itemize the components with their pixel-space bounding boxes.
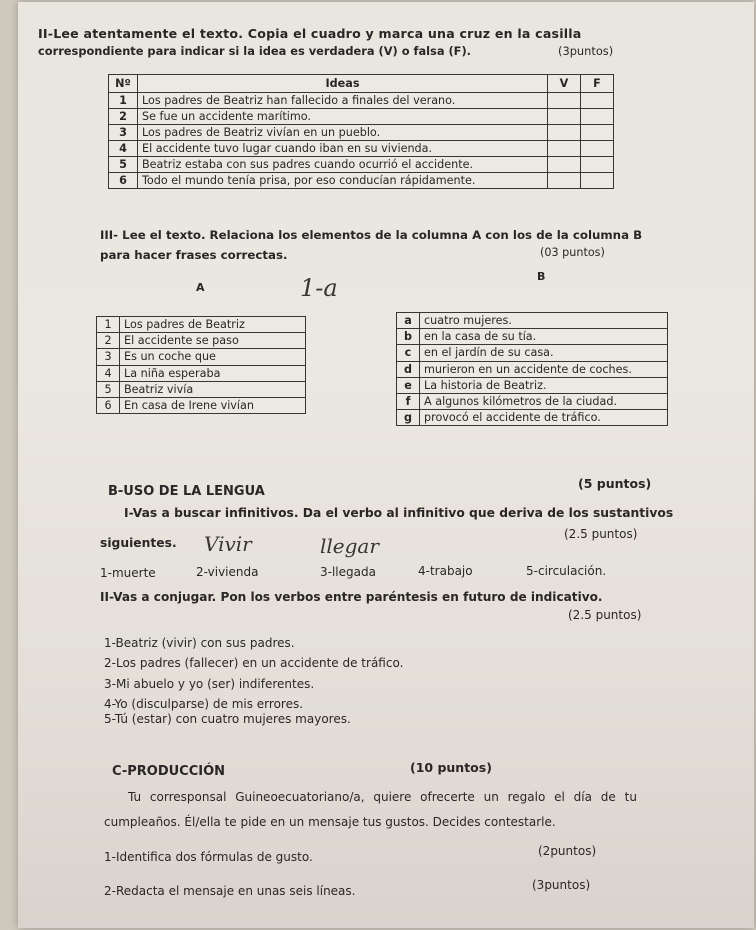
- true-false-table: [108, 74, 614, 189]
- item-text: A algunos kilómetros de la ciudad.: [420, 394, 668, 410]
- item-letter: c: [397, 345, 420, 361]
- column-b-table: [396, 312, 668, 426]
- handwritten-answer: 1-a: [300, 274, 338, 302]
- row-num: 6: [109, 173, 138, 189]
- list-item: [397, 377, 668, 393]
- col-a-label: A: [196, 281, 205, 294]
- item-letter: f: [397, 394, 420, 410]
- table-row: [109, 141, 614, 157]
- f-box[interactable]: [581, 125, 614, 141]
- row-num: 4: [109, 141, 138, 157]
- list-item: [97, 365, 306, 381]
- f-box[interactable]: [581, 141, 614, 157]
- section2-subtitle: correspondiente para indicar si la idea es verdadera (V) o falsa (F).: [38, 44, 471, 58]
- section2-points: (3puntos): [558, 44, 614, 58]
- sentence-2: 2-Los padres (fallecer) en un accidente de tráfico.: [104, 656, 404, 670]
- item-letter: d: [397, 361, 420, 377]
- v-box[interactable]: [548, 93, 581, 109]
- q1-line2: siguientes.: [100, 536, 177, 550]
- section3-subtitle: para hacer frases correctas.: [100, 248, 288, 262]
- q2-title: II-Vas a conjugar. Pon los verbos entre paréntesis en futuro de indicativo.: [100, 590, 603, 604]
- col-b-label: B: [537, 270, 546, 283]
- v-box[interactable]: [548, 141, 581, 157]
- item-num: 3: [97, 349, 120, 365]
- item-text: en el jardín de su casa.: [420, 345, 668, 361]
- th-ideas: Ideas: [138, 75, 548, 93]
- f-box[interactable]: [581, 173, 614, 189]
- item-text: murieron en un accidente de coches.: [420, 361, 668, 377]
- sentence-1: 1-Beatriz (vivir) con sus padres.: [104, 636, 295, 650]
- th-f: F: [581, 75, 614, 93]
- item-text: en la casa de su tía.: [420, 329, 668, 345]
- table-row: [109, 173, 614, 189]
- f-box[interactable]: [581, 93, 614, 109]
- column-a-table: [96, 316, 306, 414]
- item-letter: a: [397, 313, 420, 329]
- item-num: 4: [97, 365, 120, 381]
- row-num: 1: [109, 93, 138, 109]
- list-item: [397, 345, 668, 361]
- row-idea: Los padres de Beatriz han fallecido a finales del verano.: [138, 93, 548, 109]
- v-box[interactable]: [548, 173, 581, 189]
- list-item: [97, 333, 306, 349]
- th-v: V: [548, 75, 581, 93]
- table-row: [109, 125, 614, 141]
- f-box[interactable]: [581, 109, 614, 125]
- f-box[interactable]: [581, 157, 614, 173]
- sentence-4: 4-Yo (disculparse) de mis errores.: [104, 697, 304, 711]
- noun-4: 4-trabajo: [418, 564, 473, 578]
- list-item: [397, 313, 668, 329]
- sectionB-title: B-USO DE LA LENGUA: [108, 484, 265, 499]
- sectionC-points: (10 puntos): [410, 760, 492, 775]
- list-item: [397, 410, 668, 426]
- section3-points: (03 puntos): [540, 246, 605, 259]
- noun-3: 3-llegada: [320, 565, 376, 579]
- noun-1: 1-muerte: [100, 566, 156, 580]
- row-idea: Beatriz estaba con sus padres cuando ocurrió el accidente.: [138, 157, 548, 173]
- prompt-line1: Tu corresponsal Guineoecuatoriano/a, quiere ofrecerte un regalo el día de tu: [128, 790, 637, 804]
- noun-2: 2-vivienda: [196, 565, 259, 579]
- v-box[interactable]: [548, 109, 581, 125]
- item-letter: e: [397, 377, 420, 393]
- list-item: [97, 398, 306, 414]
- list-item: [97, 349, 306, 365]
- q2-points: (2.5 puntos): [568, 608, 642, 622]
- item-text: La historia de Beatriz.: [420, 377, 668, 393]
- list-item: [397, 361, 668, 377]
- noun-5: 5-circulación.: [526, 564, 607, 578]
- item-text: Es un coche que: [120, 349, 306, 365]
- list-item: [97, 317, 306, 333]
- task-2: 2-Redacta el mensaje en unas seis líneas.: [104, 884, 356, 898]
- item-text: La niña esperaba: [120, 365, 306, 381]
- q1-points: (2.5 puntos): [564, 527, 638, 541]
- sectionC-title: C-PRODUCCIÓN: [112, 764, 226, 779]
- task-1: 1-Identifica dos fórmulas de gusto.: [104, 850, 313, 864]
- item-num: 2: [97, 333, 120, 349]
- section3-title: III- Lee el texto. Relaciona los elementos de la columna A con los de la columna B: [100, 228, 643, 242]
- handwritten-answer: Vivir: [204, 532, 252, 556]
- row-num: 5: [109, 157, 138, 173]
- item-text: En casa de Irene vivían: [120, 398, 306, 414]
- item-letter: g: [397, 410, 420, 426]
- row-num: 3: [109, 125, 138, 141]
- task-1-points: (2puntos): [538, 844, 597, 858]
- section2-title: II-Lee atentamente el texto. Copia el cuadro y marca una cruz en la casilla: [38, 26, 582, 41]
- item-text: cuatro mujeres.: [420, 313, 668, 329]
- item-text: Los padres de Beatriz: [120, 317, 306, 333]
- th-num: Nº: [109, 75, 138, 93]
- list-item: [397, 394, 668, 410]
- handwritten-answer: llegar: [320, 534, 379, 558]
- row-idea: Se fue un accidente marítimo.: [138, 109, 548, 125]
- item-num: 6: [97, 398, 120, 414]
- row-idea: Los padres de Beatriz vivían en un pueblo.: [138, 125, 548, 141]
- item-letter: b: [397, 329, 420, 345]
- table-row: [109, 157, 614, 173]
- item-num: 5: [97, 381, 120, 397]
- list-item: [97, 381, 306, 397]
- v-box[interactable]: [548, 125, 581, 141]
- sentence-5: 5-Tú (estar) con cuatro mujeres mayores.: [104, 712, 351, 726]
- q1-line1: I-Vas a buscar infinitivos. Da el verbo al infinitivo que deriva de los sustantivos: [124, 506, 674, 520]
- task-2-points: (3puntos): [532, 878, 591, 892]
- row-idea: Todo el mundo tenía prisa, por eso conducían rápidamente.: [138, 173, 548, 189]
- list-item: [397, 329, 668, 345]
- sentence-3: 3-Mi abuelo y yo (ser) indiferentes.: [104, 677, 315, 691]
- item-text: El accidente se paso: [120, 333, 306, 349]
- item-text: provocó el accidente de tráfico.: [420, 410, 668, 426]
- table-row: [109, 109, 614, 125]
- table-row: [109, 93, 614, 109]
- row-num: 2: [109, 109, 138, 125]
- item-text: Beatriz vivía: [120, 381, 306, 397]
- item-num: 1: [97, 317, 120, 333]
- sectionB-points: (5 puntos): [578, 476, 652, 491]
- row-idea: El accidente tuvo lugar cuando iban en su vivienda.: [138, 141, 548, 157]
- prompt-line2: cumpleaños. Él/ella te pide en un mensaje tus gustos. Decides contestarle.: [104, 815, 556, 829]
- v-box[interactable]: [548, 157, 581, 173]
